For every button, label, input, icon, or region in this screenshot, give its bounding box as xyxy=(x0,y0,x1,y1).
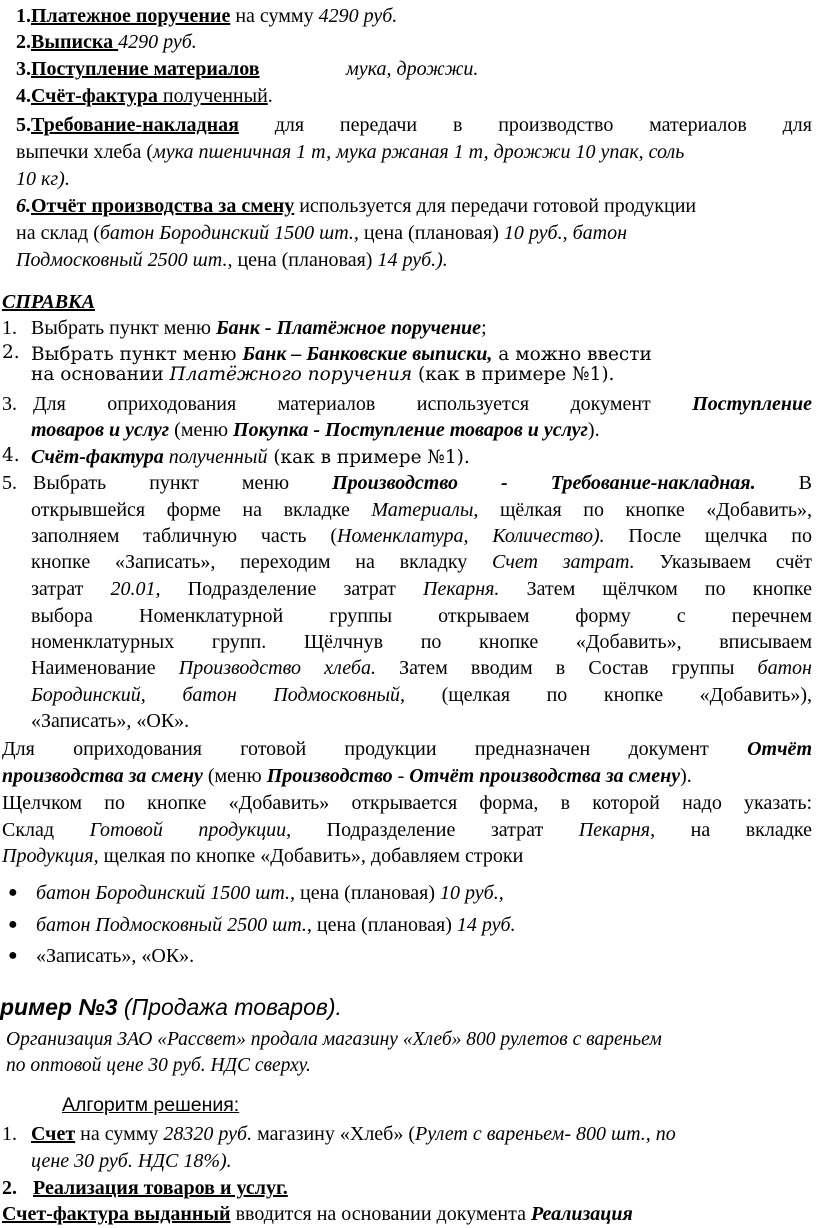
bullet-3-text: «Записать», «ОК». xyxy=(36,945,195,967)
doc-6-title: Отчёт производства за смену xyxy=(31,195,295,217)
para-l2b: (меню xyxy=(202,765,267,787)
doc-2-num: 2. xyxy=(16,31,31,53)
doc-6-line-1 xyxy=(16,196,816,216)
spravka-item-2-end-2: (как в примере №1). xyxy=(412,364,615,385)
para-line-4 xyxy=(2,820,812,840)
spravka-item-1 xyxy=(2,318,816,338)
s5-l1c: В xyxy=(755,472,812,494)
s5-l4a: кнопке «Записать», переходим на вкладку xyxy=(31,551,493,573)
algo-step-1-amount: 28320 руб. xyxy=(163,1123,253,1145)
doc-5-line-3: 10 кг). xyxy=(16,168,70,190)
algo-step-1-line-2: цене 30 руб. НДС 18%). xyxy=(31,1150,232,1172)
spravka-item-3-end: ). xyxy=(587,419,600,441)
s5-l8c: Затем вводим в Состав группы xyxy=(375,657,758,679)
s5-l4b: Счет затрат. xyxy=(492,551,635,573)
bullet-icon: ● xyxy=(8,916,18,933)
bullet-2-price: 14 руб. xyxy=(456,914,516,936)
spravka-item-1-text: Выбрать пункт меню xyxy=(31,317,216,339)
s5-l3a: заполняем табличную часть ( xyxy=(31,525,337,547)
s5-l1a: Выбрать пункт меню xyxy=(33,472,333,494)
spravka-item-4-doc: Счёт-фактура xyxy=(31,446,164,468)
spravka-item-1-num: 1. xyxy=(2,317,17,339)
example-3-heading xyxy=(0,996,816,1019)
para-l5a: Продукция, xyxy=(2,845,99,867)
algo-step-3-base: Реализация xyxy=(530,1203,633,1225)
doc-3-items: мука, дрожжи. xyxy=(346,58,479,80)
spravka-item-2-end: а можно ввести xyxy=(492,344,652,365)
doc-1-num: 1. xyxy=(16,5,31,27)
para-l5b: щелкая по кнопке «Добавить», добавляем строки xyxy=(98,845,524,867)
spravka-item-4 xyxy=(2,447,816,466)
algo-step-3-text: вводится на основании документа xyxy=(230,1203,531,1225)
doc-1-title: Платежное поручение xyxy=(31,5,231,27)
algo-step-1-text: на сумму xyxy=(75,1123,164,1145)
doc-5-text: для передачи в производство материалов для xyxy=(238,114,812,136)
doc-4-dot: . xyxy=(267,85,273,107)
example-3-task-line-1: Организация ЗАО «Рассвет» продала магазину «Хлеб» 800 рулетов с вареньем xyxy=(6,1029,662,1050)
s5-l8b: Производство хлеба. xyxy=(178,657,376,679)
spravka-item-3-menu-label: (меню xyxy=(169,419,234,441)
s5-l1b: Производство - Требование-накладная. xyxy=(332,472,756,494)
doc-6-line-2 xyxy=(16,223,816,243)
s5-l5b: 20.01, xyxy=(110,578,161,600)
algo-step-3 xyxy=(2,1204,816,1224)
algo-step-3-doc: Счет-фактура выданный xyxy=(2,1203,231,1225)
doc-5-line-2 xyxy=(16,142,816,162)
algo-step-2 xyxy=(2,1178,816,1198)
example-3-subtitle: (Продажа товаров). xyxy=(117,994,342,1020)
spravka-item-5-line-9 xyxy=(31,685,812,705)
s5-l8d: батон xyxy=(757,657,812,679)
spravka-item-5-line-10: «Записать», «ОК». xyxy=(31,710,190,732)
bullet-1-label: цена (плановая) xyxy=(295,882,441,904)
para-l2c: Производство xyxy=(266,765,393,787)
spravka-item-3-text: Для оприходования материалов используется документ xyxy=(33,393,693,415)
spravka-item-3 xyxy=(2,394,816,414)
doc-1-amount: 4290 руб. xyxy=(318,5,398,27)
spravka-item-2-text-2: на основании xyxy=(31,364,170,385)
spravka-item-2-doc: Платёжного поручения xyxy=(169,364,413,385)
s5-l5e: Затем щёлчком по кнопке xyxy=(499,578,812,600)
doc-6-text: используется для передачи готовой продукции xyxy=(294,195,697,217)
spravka-item-3-doc-2: товаров и услуг xyxy=(31,419,170,441)
para-line-3: Щелчком по кнопке «Добавить» открывается форма, в которой надо указать: xyxy=(2,792,812,814)
doc-1-line xyxy=(16,6,816,26)
para-l2e: Отчёт производства за смену xyxy=(409,765,681,787)
para-l4d: Пекарня, xyxy=(578,819,656,841)
algo-step-1-num: 1. xyxy=(2,1123,17,1145)
s5-l4c: Указываем счёт xyxy=(634,551,812,573)
algo-step-1-item: Рулет с вареньем- 800 шт., по xyxy=(415,1123,676,1145)
spravka-item-2-num: 2. xyxy=(2,342,20,363)
bullet-2-item: батон Подмосковный 2500 шт., xyxy=(36,914,312,936)
doc-6-price-1: 10 руб., батон xyxy=(503,222,627,244)
para-l1a: Для оприходования готовой продукции предназначен документ xyxy=(2,738,748,760)
spravka-item-3-menu: Покупка - Поступление товаров и услуг xyxy=(233,419,588,441)
example-3-task-line-2: по оптовой цене 30 руб. НДС сверху. xyxy=(6,1055,311,1076)
doc-3-line xyxy=(16,59,816,79)
example-3-title: ример №3 xyxy=(0,994,118,1020)
spravka-item-2 xyxy=(2,344,816,363)
spravka-item-2-menu: Банк – Банковские выписки, xyxy=(242,343,493,365)
bullet-icon: ● xyxy=(8,884,18,901)
spravka-item-5-line-2 xyxy=(31,500,812,520)
para-line-1 xyxy=(2,739,812,759)
spravka-item-4-end: (как в примере №1). xyxy=(267,447,470,468)
spravka-item-5-line-6: выбора Номенклатурной группы открываем форму с перечнем xyxy=(31,605,812,627)
s5-l3c: После щелчка по xyxy=(604,525,812,547)
spravka-item-1-menu: Банк - Платёжное поручение xyxy=(215,317,482,339)
spravka-item-2-text: Выбрать пункт меню xyxy=(31,344,243,365)
bullet-1-item: батон Бородинский 1500 шт., xyxy=(36,882,296,904)
bullet-icon: ● xyxy=(8,947,18,964)
spravka-item-3-num: 3. xyxy=(2,393,17,415)
doc-6-line-3 xyxy=(16,250,816,270)
para-l2d: - xyxy=(392,765,410,787)
spravka-item-3-line-2 xyxy=(31,420,816,440)
algo-step-2-doc: Реализация товаров и услуг. xyxy=(33,1177,288,1199)
para-l4a: Склад xyxy=(2,819,90,841)
spravka-item-4-type: полученный xyxy=(163,446,268,468)
doc-5-line-1 xyxy=(16,115,812,135)
s5-l2c: щёлкая по кнопке «Добавить», xyxy=(478,499,812,521)
doc-3-num: 3. xyxy=(16,58,31,80)
spravka-item-5-num: 5. xyxy=(2,472,17,494)
para-l1b: Отчёт xyxy=(747,738,812,760)
doc-3-title: Поступление материалов xyxy=(31,58,260,80)
doc-5-items: мука пшеничная 1 т, мука ржаная 1 т, дрожжи 10 упак, соль xyxy=(153,141,685,163)
s5-l2b: Материалы, xyxy=(371,499,479,521)
s5-l5a: затрат xyxy=(31,578,111,600)
spravka-heading: СПРАВКА xyxy=(2,291,95,313)
doc-4-line xyxy=(16,86,816,106)
spravka-item-2-line-2 xyxy=(31,366,816,385)
algorithm-heading: Алгоритм решения: xyxy=(62,1094,240,1116)
s5-l9b: (щелкая по кнопке «Добавить»), xyxy=(405,684,812,706)
doc-6-price-2: 14 руб.). xyxy=(377,249,448,271)
doc-4-title: Счёт-фактура xyxy=(31,85,158,107)
para-l4e: на вкладке xyxy=(655,819,813,841)
doc-2-title: Выписка xyxy=(31,31,119,53)
doc-6-price-label: цена (плановая) xyxy=(358,222,504,244)
s5-l8a: Наименование xyxy=(31,657,179,679)
s5-l3b: Номенклатура, Количество). xyxy=(337,525,605,547)
doc-6-num: 6. xyxy=(16,195,31,217)
s5-l5d: Пекарня. xyxy=(423,578,500,600)
algo-step-1-doc: Счет xyxy=(31,1123,76,1145)
spravka-item-5-line-8 xyxy=(31,658,812,678)
spravka-item-5-line-5 xyxy=(31,579,812,599)
algo-step-2-num: 2. xyxy=(2,1177,17,1199)
doc-5-title: Требование-накладная xyxy=(31,114,239,136)
bullet-1-price: 10 руб., xyxy=(440,882,504,904)
para-l2a: производства за смену xyxy=(2,765,203,787)
spravka-item-5-line-7: номенклатурных групп. Щёлчнув по кнопке «Добавить», вписываем xyxy=(31,631,812,653)
spravka-item-1-end: ; xyxy=(481,317,487,339)
bullet-2-label: цена (плановая) xyxy=(311,914,457,936)
algo-step-1 xyxy=(2,1124,816,1144)
spravka-item-4-num: 4. xyxy=(2,445,20,466)
doc-5-text-2: выпечки хлеба ( xyxy=(16,141,154,163)
doc-2-line xyxy=(16,32,816,52)
doc-6-price-label-2: цена (плановая) xyxy=(232,249,378,271)
doc-6-item-1: батон Бородинский 1500 шт., xyxy=(99,222,359,244)
s5-l9a: Бородинский, батон Подмосковный, xyxy=(31,684,406,706)
para-l4b: Готовой продукции xyxy=(89,819,287,841)
para-line-5 xyxy=(2,846,816,866)
doc-6-item-2: Подмосковный 2500 шт., xyxy=(16,249,233,271)
doc-4-text: полученный xyxy=(157,85,268,107)
algo-step-1-text-2: магазину «Хлеб» ( xyxy=(252,1123,416,1145)
spravka-item-5-line-4 xyxy=(31,552,812,572)
s5-l2a: открывшейся форме на вкладке xyxy=(31,499,372,521)
spravka-item-3-doc: Поступление xyxy=(692,393,812,415)
doc-5-num: 5. xyxy=(16,114,31,136)
para-l2f: ). xyxy=(680,765,692,787)
spravka-item-5 xyxy=(2,473,816,493)
doc-2-amount: 4290 руб. xyxy=(118,31,197,53)
para-line-2 xyxy=(2,766,816,786)
doc-6-text-2: на склад ( xyxy=(16,222,100,244)
doc-1-text: на сумму xyxy=(230,5,319,27)
para-l4c: , Подразделение затрат xyxy=(286,819,579,841)
doc-4-num: 4. xyxy=(16,85,31,107)
s5-l5c: Подразделение затрат xyxy=(160,578,424,600)
spravka-item-5-line-3 xyxy=(31,526,812,546)
